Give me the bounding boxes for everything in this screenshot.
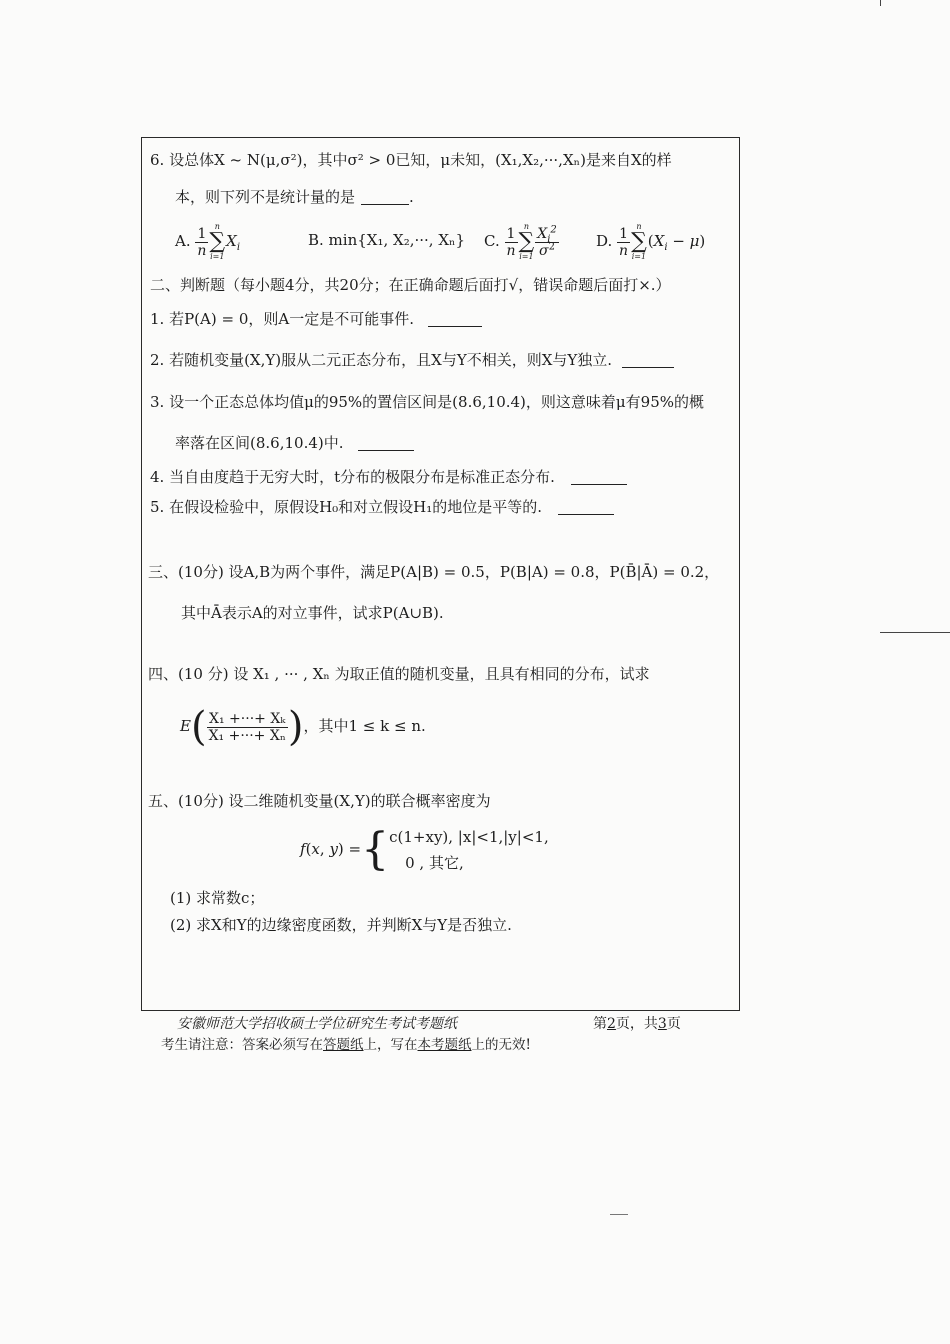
answer-blank [361,190,409,205]
q6-line1: 6. 设总体X ~ N(μ,σ²)，其中σ² > 0已知，μ未知，(X₁,X₂,···,Xₙ)是来自X的样 [150,151,672,169]
section5-q1: (1) 求常数c； [170,889,265,907]
section4-line1: 四、(10 分) 设 X₁ , ··· , Xₙ 为取正值的随机变量，且具有相同的分布，试求 [148,665,650,683]
page-pre: 第 [593,1016,607,1032]
expectation-numerator: X₁ +···+ Xₖ [207,711,288,728]
q6-option-b: B. min{X₁, X₂,···, Xₙ} [308,231,466,249]
q6-option-a: A. $\frac{1}{n}$ n ∑ i=1 $X_i$ [175,222,241,261]
frac-1-over-n: $\frac{1}{n}$ [506,225,516,259]
frac-x2-over-sigma2: $\frac{X_i^2}{\sigma^2}$ [537,223,557,259]
answer-blank [622,353,674,368]
notice-post: 上的无效! [471,1037,531,1053]
section3-line1: 三、(10分) 设A,B为两个事件，满足P(A|B) = 0.5，P(B|A) = 0.8，P(B̄|Ā) = 0.2， [148,563,720,581]
answer-blank [558,500,614,515]
q6-option-d: D. $\frac{1}{n}$ n ∑ i=1 $(X_i - \mu)$ [596,222,706,261]
section4-expectation: E( $\frac{\text{X₁ +···+ Xₖ}}{\text{X₁ +···+ Xₙ}}$ )，其中1 ≤ k ≤ n. [180,704,426,750]
q6-option-d-label: D. [596,232,613,250]
section5-q2: (2) 求X和Y的边缘密度函数，并判断X与Y是否独立. [170,916,512,934]
sum-symbol: n ∑ i=1 [518,222,535,261]
expectation-condition: ，其中1 ≤ k ≤ n. [303,717,426,735]
notice-pre: 考生请注意：答案必须写在 [161,1037,323,1053]
section5-line1: 五、(10分) 设二维随机变量(X,Y)的联合概率密度为 [148,792,491,810]
page-total: 3 [657,1016,667,1032]
expectation-fraction [207,711,288,744]
judge-item-4 [150,467,627,487]
judge-item-2-text: 2. 若随机变量(X,Y)服从二元正态分布，且X与Y不相关，则X与Y独立. [150,351,613,369]
page-post: 页 [666,1016,681,1032]
footer-notice [161,1033,531,1053]
judge-item-3-line2 [175,433,414,453]
judge-item-5 [150,497,614,517]
section2-heading: 二、判断题（每小题4分，共20分；在正确命题后面打√，错误命题后面打×.） [150,276,671,294]
sum-symbol: n ∑ i=1 [209,222,226,261]
section3-line2: 其中Ā表示A的对立事件，试求P(A∪B). [181,604,444,622]
q6-option-c [484,222,559,262]
judge-item-5-text: 5. 在假设检验中，原假设H₀和对立假设H₁的地位是平等的. [150,498,543,516]
scan-mark [610,1214,628,1215]
answer-blank [428,312,482,327]
judge-item-3-line1: 3. 设一个正态总体均值μ的95%的置信区间是(8.6,10.4)，则这意味着μ有95%的概 [150,393,704,411]
scan-mark [880,0,881,6]
notice-mid: 上，写在 [363,1037,418,1053]
judge-item-4-text: 4. 当自由度趋于无穷大时，t分布的极限分布是标准正态分布. [150,468,555,486]
answer-blank [571,470,627,485]
frac-1-over-n: $\frac{1}{n}$ [619,225,629,259]
density-function: f(x, y) ={ c(1+xy), |x|<1,|y|<1, 0 , 其它, [300,824,549,875]
frac-1-over-n: $\frac{1}{n}$ [197,225,207,259]
notice-question-sheet: 本考题纸 [417,1037,472,1053]
q6-line2-text: 本，则下列不是统计量的是 [175,188,356,206]
q6-line2: 本，则下列不是统计量的是 . [175,188,414,206]
judge-item-2 [150,350,674,370]
sum-symbol: n ∑ i=1 [631,222,647,261]
answer-blank [358,436,414,451]
density-cases [389,824,549,876]
page-mid: 页，共 [615,1016,658,1032]
expectation-denominator: X₁ +···+ Xₙ [208,727,286,744]
density-case-1: c(1+xy), |x|<1,|y|<1, [389,828,549,846]
q6-option-a-label: A. [175,232,191,250]
q6-option-c-label: C. [484,232,500,250]
judge-item-1-text: 1. 若P(A) = 0，则A一定是不可能事件. [150,310,414,328]
page-indicator [593,1013,681,1033]
footer-university: 安徽师范大学招收硕士学位研究生考试考题纸 [177,1016,457,1032]
scan-line [880,632,950,633]
density-case-2: 0 , 其它, [405,854,464,872]
judge-item-1 [150,309,482,329]
q6-options [175,222,240,262]
page-number: 2 [607,1016,616,1032]
judge-item-3-text: 率落在区间(8.6,10.4)中. [175,434,344,452]
notice-answer-sheet: 答题纸 [323,1037,364,1053]
